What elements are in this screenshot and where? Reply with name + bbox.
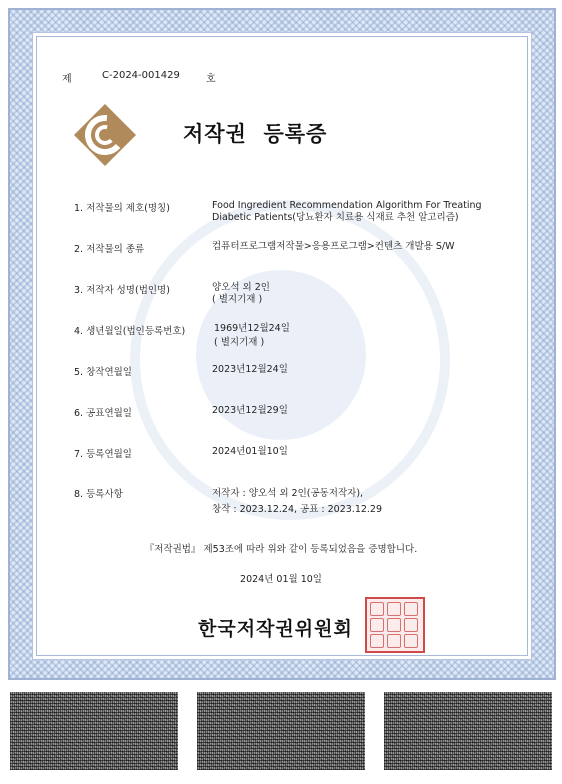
label-registration-details: 8. 등록사항 [74, 489, 123, 500]
label-publication-date: 6. 공표연월일 [74, 408, 132, 419]
value-registration-date: 2024년01월10일 [212, 446, 288, 457]
label-title: 1. 저작물의 제호(명칭) [74, 203, 170, 214]
value-registration-details [212, 486, 382, 518]
value-birthdate-line1: 1969년12월24일 [214, 323, 290, 334]
value-work-type: 컴퓨터프로그램저작물>응용프로그램>컨텐츠 개발용 S/W [212, 241, 455, 252]
registration-number: C-2024-001429 [102, 70, 180, 81]
label-creation-date: 5. 창작연월일 [74, 367, 132, 378]
value-title-line2: Diabetic Patients(당뇨환자 치료용 식재료 추천 알고리즘) [212, 212, 459, 223]
security-pattern-left [10, 692, 178, 770]
value-title-line1: Food Ingredient Recommendation Algorithm For Treating [212, 200, 482, 211]
label-birthdate: 4. 생년월일(법인등록번호) [74, 326, 186, 337]
security-pattern-right [384, 692, 552, 770]
security-pattern-center [197, 692, 365, 770]
value-registration-details-line2: 창작 : 2023.12.24, 공표 : 2023.12.29 [212, 504, 383, 515]
value-birthdate [214, 322, 290, 350]
issue-date: 2024년 01월 10일 [240, 574, 322, 585]
label-registration-date: 7. 등록연월일 [74, 449, 132, 460]
number-prefix: 제 [62, 74, 72, 85]
value-creation-date: 2023년12월24일 [212, 364, 288, 375]
certification-statement: 『저작권법』 제53조에 따라 위와 같이 등록되었음을 증명합니다. [144, 544, 418, 555]
label-author: 3. 저작자 성명(법인명) [74, 285, 170, 296]
value-author [212, 282, 270, 306]
value-title [212, 200, 482, 224]
value-author-line1: 양오석 외 2인 [212, 282, 270, 293]
official-seal-icon [365, 597, 425, 653]
value-registration-details-line1: 저작자 : 양오석 외 2인(공동저작자), [212, 488, 364, 499]
value-birthdate-line2: ( 별지기재 ) [214, 337, 265, 348]
value-publication-date: 2023년12월29일 [212, 405, 288, 416]
value-author-line2: ( 별지기재 ) [212, 294, 263, 305]
certificate-title: 저작권 등록증 [183, 122, 328, 146]
copyright-commission-logo-icon [72, 102, 138, 168]
label-work-type: 2. 저작물의 종류 [74, 244, 145, 255]
issuer-name: 한국저작권위원회 [198, 618, 353, 640]
number-suffix: 호 [206, 74, 216, 85]
